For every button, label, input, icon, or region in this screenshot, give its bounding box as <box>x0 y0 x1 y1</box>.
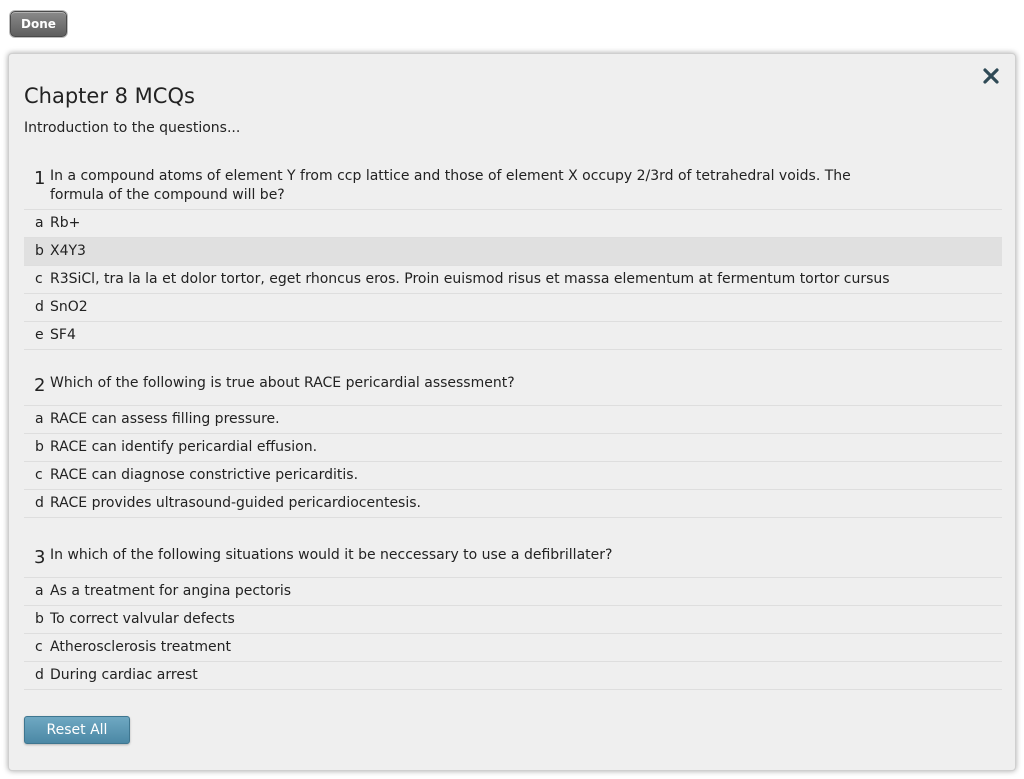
option-d[interactable] <box>24 294 1002 322</box>
options-list <box>24 577 1002 690</box>
option-text: Atherosclerosis treatment <box>50 639 231 655</box>
option-letter: b <box>35 439 44 455</box>
question-number: 3 <box>34 547 46 568</box>
option-letter: c <box>35 467 43 483</box>
option-text: RACE can assess filling pressure. <box>50 411 280 427</box>
option-c[interactable] <box>24 266 1002 294</box>
option-letter: d <box>35 667 44 683</box>
question-text: In a compound atoms of element Y from ccp lattice and those of element X occupy 2/3rd of tetrahedral voids. The formula of the compound will be? <box>50 168 851 203</box>
option-text: As a treatment for angina pectoris <box>50 583 292 599</box>
option-text: X4Y3 <box>50 243 86 259</box>
option-b[interactable] <box>24 238 1002 266</box>
options-list <box>24 405 1002 518</box>
option-letter: e <box>35 327 44 343</box>
option-letter: d <box>35 495 44 511</box>
option-a[interactable] <box>24 210 1002 238</box>
option-text: RACE can diagnose constrictive pericarditis. <box>50 467 359 483</box>
option-text: During cardiac arrest <box>50 667 198 683</box>
option-a[interactable] <box>24 406 1002 434</box>
option-b[interactable] <box>24 606 1002 634</box>
option-text: To correct valvular defects <box>50 611 235 627</box>
mcq-panel <box>8 53 1016 771</box>
option-letter: c <box>35 271 43 287</box>
option-c[interactable] <box>24 462 1002 490</box>
option-d[interactable] <box>24 662 1002 690</box>
question-header <box>24 374 1002 395</box>
option-text: SF4 <box>50 327 76 343</box>
intro-text: Introduction to the questions... <box>24 120 241 136</box>
option-b[interactable] <box>24 434 1002 462</box>
option-a[interactable] <box>24 578 1002 606</box>
option-letter: a <box>35 411 44 427</box>
option-e[interactable] <box>24 322 1002 350</box>
option-letter: b <box>35 243 44 259</box>
option-text: R3SiCl, tra la la et dolor tortor, eget rhoncus eros. Proin euismod risus et massa elementum at fermentum tortor cursus <box>50 271 890 287</box>
close-icon[interactable] <box>981 66 1001 86</box>
option-letter: a <box>35 215 44 231</box>
question-3 <box>24 546 1002 690</box>
question-text: Which of the following is true about RACE pericardial assessment? <box>50 375 515 391</box>
option-text: RACE provides ultrasound-guided pericardiocentesis. <box>50 495 421 511</box>
option-d[interactable] <box>24 490 1002 518</box>
reset-all-button[interactable]: Reset All <box>24 716 130 744</box>
question-number: 1 <box>34 168 46 189</box>
option-letter: b <box>35 611 44 627</box>
question-header <box>24 546 1002 567</box>
option-text: Rb+ <box>50 215 81 231</box>
question-2 <box>24 374 1002 518</box>
question-text: In which of the following situations would it be neccessary to use a defibrillater? <box>50 547 613 563</box>
question-header <box>24 167 1002 205</box>
option-letter: a <box>35 583 44 599</box>
question-number: 2 <box>34 375 46 396</box>
question-1 <box>24 167 1002 350</box>
option-letter: c <box>35 639 43 655</box>
option-text: RACE can identify pericardial effusion. <box>50 439 318 455</box>
page-title: Chapter 8 MCQs <box>24 84 195 108</box>
option-text: SnO2 <box>50 299 88 315</box>
option-c[interactable] <box>24 634 1002 662</box>
done-button[interactable]: Done <box>10 11 67 37</box>
options-list <box>24 209 1002 350</box>
option-letter: d <box>35 299 44 315</box>
